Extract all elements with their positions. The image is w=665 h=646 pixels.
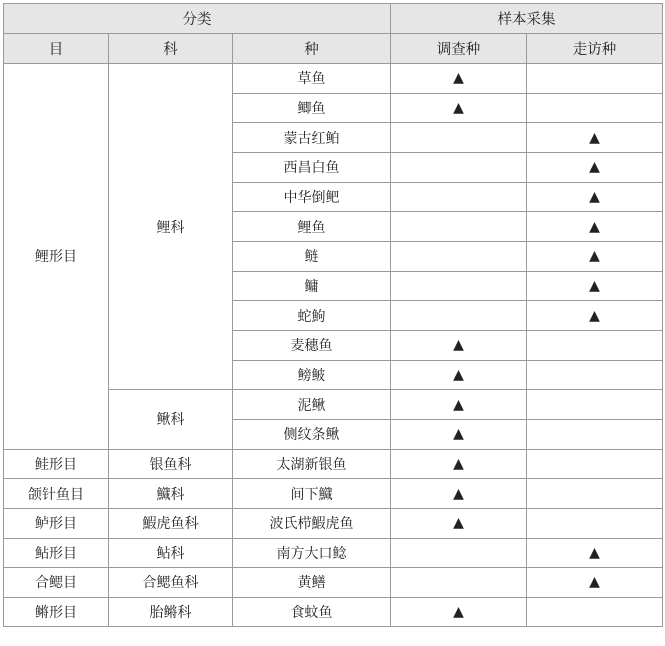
interviewed-mark [527,64,663,94]
order-cell: 鲈形目 [4,508,109,538]
order-cell: 鲤形目 [4,64,109,450]
interviewed-mark: ▲ [527,152,663,182]
interviewed-mark: ▲ [527,241,663,271]
species-table-container [3,3,662,627]
surveyed-mark [391,152,527,182]
surveyed-mark [391,568,527,598]
family-cell: 鲤科 [109,64,233,390]
table-body [4,64,663,627]
table-row [4,508,663,538]
species-cell: 波氏栉鰕虎鱼 [233,508,391,538]
table-row [4,479,663,509]
interviewed-mark [527,479,663,509]
interviewed-mark [527,360,663,390]
table-header [4,4,663,64]
header-family: 科 [109,34,233,64]
order-cell: 鲑形目 [4,449,109,479]
species-cell: 侧纹条鳅 [233,419,391,449]
interviewed-mark [527,419,663,449]
header-classification: 分类 [4,4,391,34]
species-cell: 鲤鱼 [233,212,391,242]
table-row [4,597,663,627]
table-row [4,449,663,479]
species-cell: 太湖新银鱼 [233,449,391,479]
surveyed-mark: ▲ [391,64,527,94]
surveyed-mark: ▲ [391,597,527,627]
surveyed-mark: ▲ [391,419,527,449]
header-order: 目 [4,34,109,64]
surveyed-mark [391,301,527,331]
header-row-columns [4,34,663,64]
table-row [4,64,663,94]
header-sampling: 样本采集 [391,4,663,34]
interviewed-mark: ▲ [527,182,663,212]
species-cell: 黄鳝 [233,568,391,598]
species-cell: 蛇鮈 [233,301,391,331]
family-cell: 胎鳉科 [109,597,233,627]
species-cell: 鳑鲏 [233,360,391,390]
interviewed-mark [527,508,663,538]
order-cell: 合鳃目 [4,568,109,598]
species-cell: 食蚊鱼 [233,597,391,627]
table-row [4,538,663,568]
surveyed-mark: ▲ [391,449,527,479]
species-cell: 中华倒鲃 [233,182,391,212]
family-cell: 鱵科 [109,479,233,509]
family-cell: 鲇科 [109,538,233,568]
header-interviewed: 走访种 [527,34,663,64]
species-cell: 鳙 [233,271,391,301]
family-cell: 银鱼科 [109,449,233,479]
species-cell: 泥鳅 [233,390,391,420]
surveyed-mark [391,182,527,212]
surveyed-mark: ▲ [391,93,527,123]
surveyed-mark [391,212,527,242]
surveyed-mark [391,538,527,568]
species-cell: 鲫鱼 [233,93,391,123]
surveyed-mark: ▲ [391,360,527,390]
family-cell: 鳅科 [109,390,233,449]
interviewed-mark: ▲ [527,568,663,598]
surveyed-mark [391,241,527,271]
table-row [4,568,663,598]
header-species: 种 [233,34,391,64]
order-cell: 鲇形目 [4,538,109,568]
surveyed-mark: ▲ [391,479,527,509]
surveyed-mark: ▲ [391,390,527,420]
species-cell: 麦穗鱼 [233,330,391,360]
surveyed-mark [391,271,527,301]
interviewed-mark [527,330,663,360]
interviewed-mark: ▲ [527,212,663,242]
species-cell: 蒙古红鲌 [233,123,391,153]
species-cell: 间下鱵 [233,479,391,509]
interviewed-mark [527,93,663,123]
interviewed-mark [527,390,663,420]
species-cell: 草鱼 [233,64,391,94]
surveyed-mark: ▲ [391,330,527,360]
species-cell: 鲢 [233,241,391,271]
header-row-group [4,4,663,34]
family-cell: 鰕虎鱼科 [109,508,233,538]
interviewed-mark [527,449,663,479]
interviewed-mark: ▲ [527,271,663,301]
interviewed-mark: ▲ [527,301,663,331]
order-cell: 鳉形目 [4,597,109,627]
interviewed-mark: ▲ [527,538,663,568]
species-cell: 西昌白鱼 [233,152,391,182]
family-cell: 合鳃鱼科 [109,568,233,598]
interviewed-mark: ▲ [527,123,663,153]
species-cell: 南方大口鲶 [233,538,391,568]
interviewed-mark [527,597,663,627]
order-cell: 颌针鱼目 [4,479,109,509]
header-surveyed: 调查种 [391,34,527,64]
surveyed-mark: ▲ [391,508,527,538]
fish-species-table [3,3,663,627]
surveyed-mark [391,123,527,153]
